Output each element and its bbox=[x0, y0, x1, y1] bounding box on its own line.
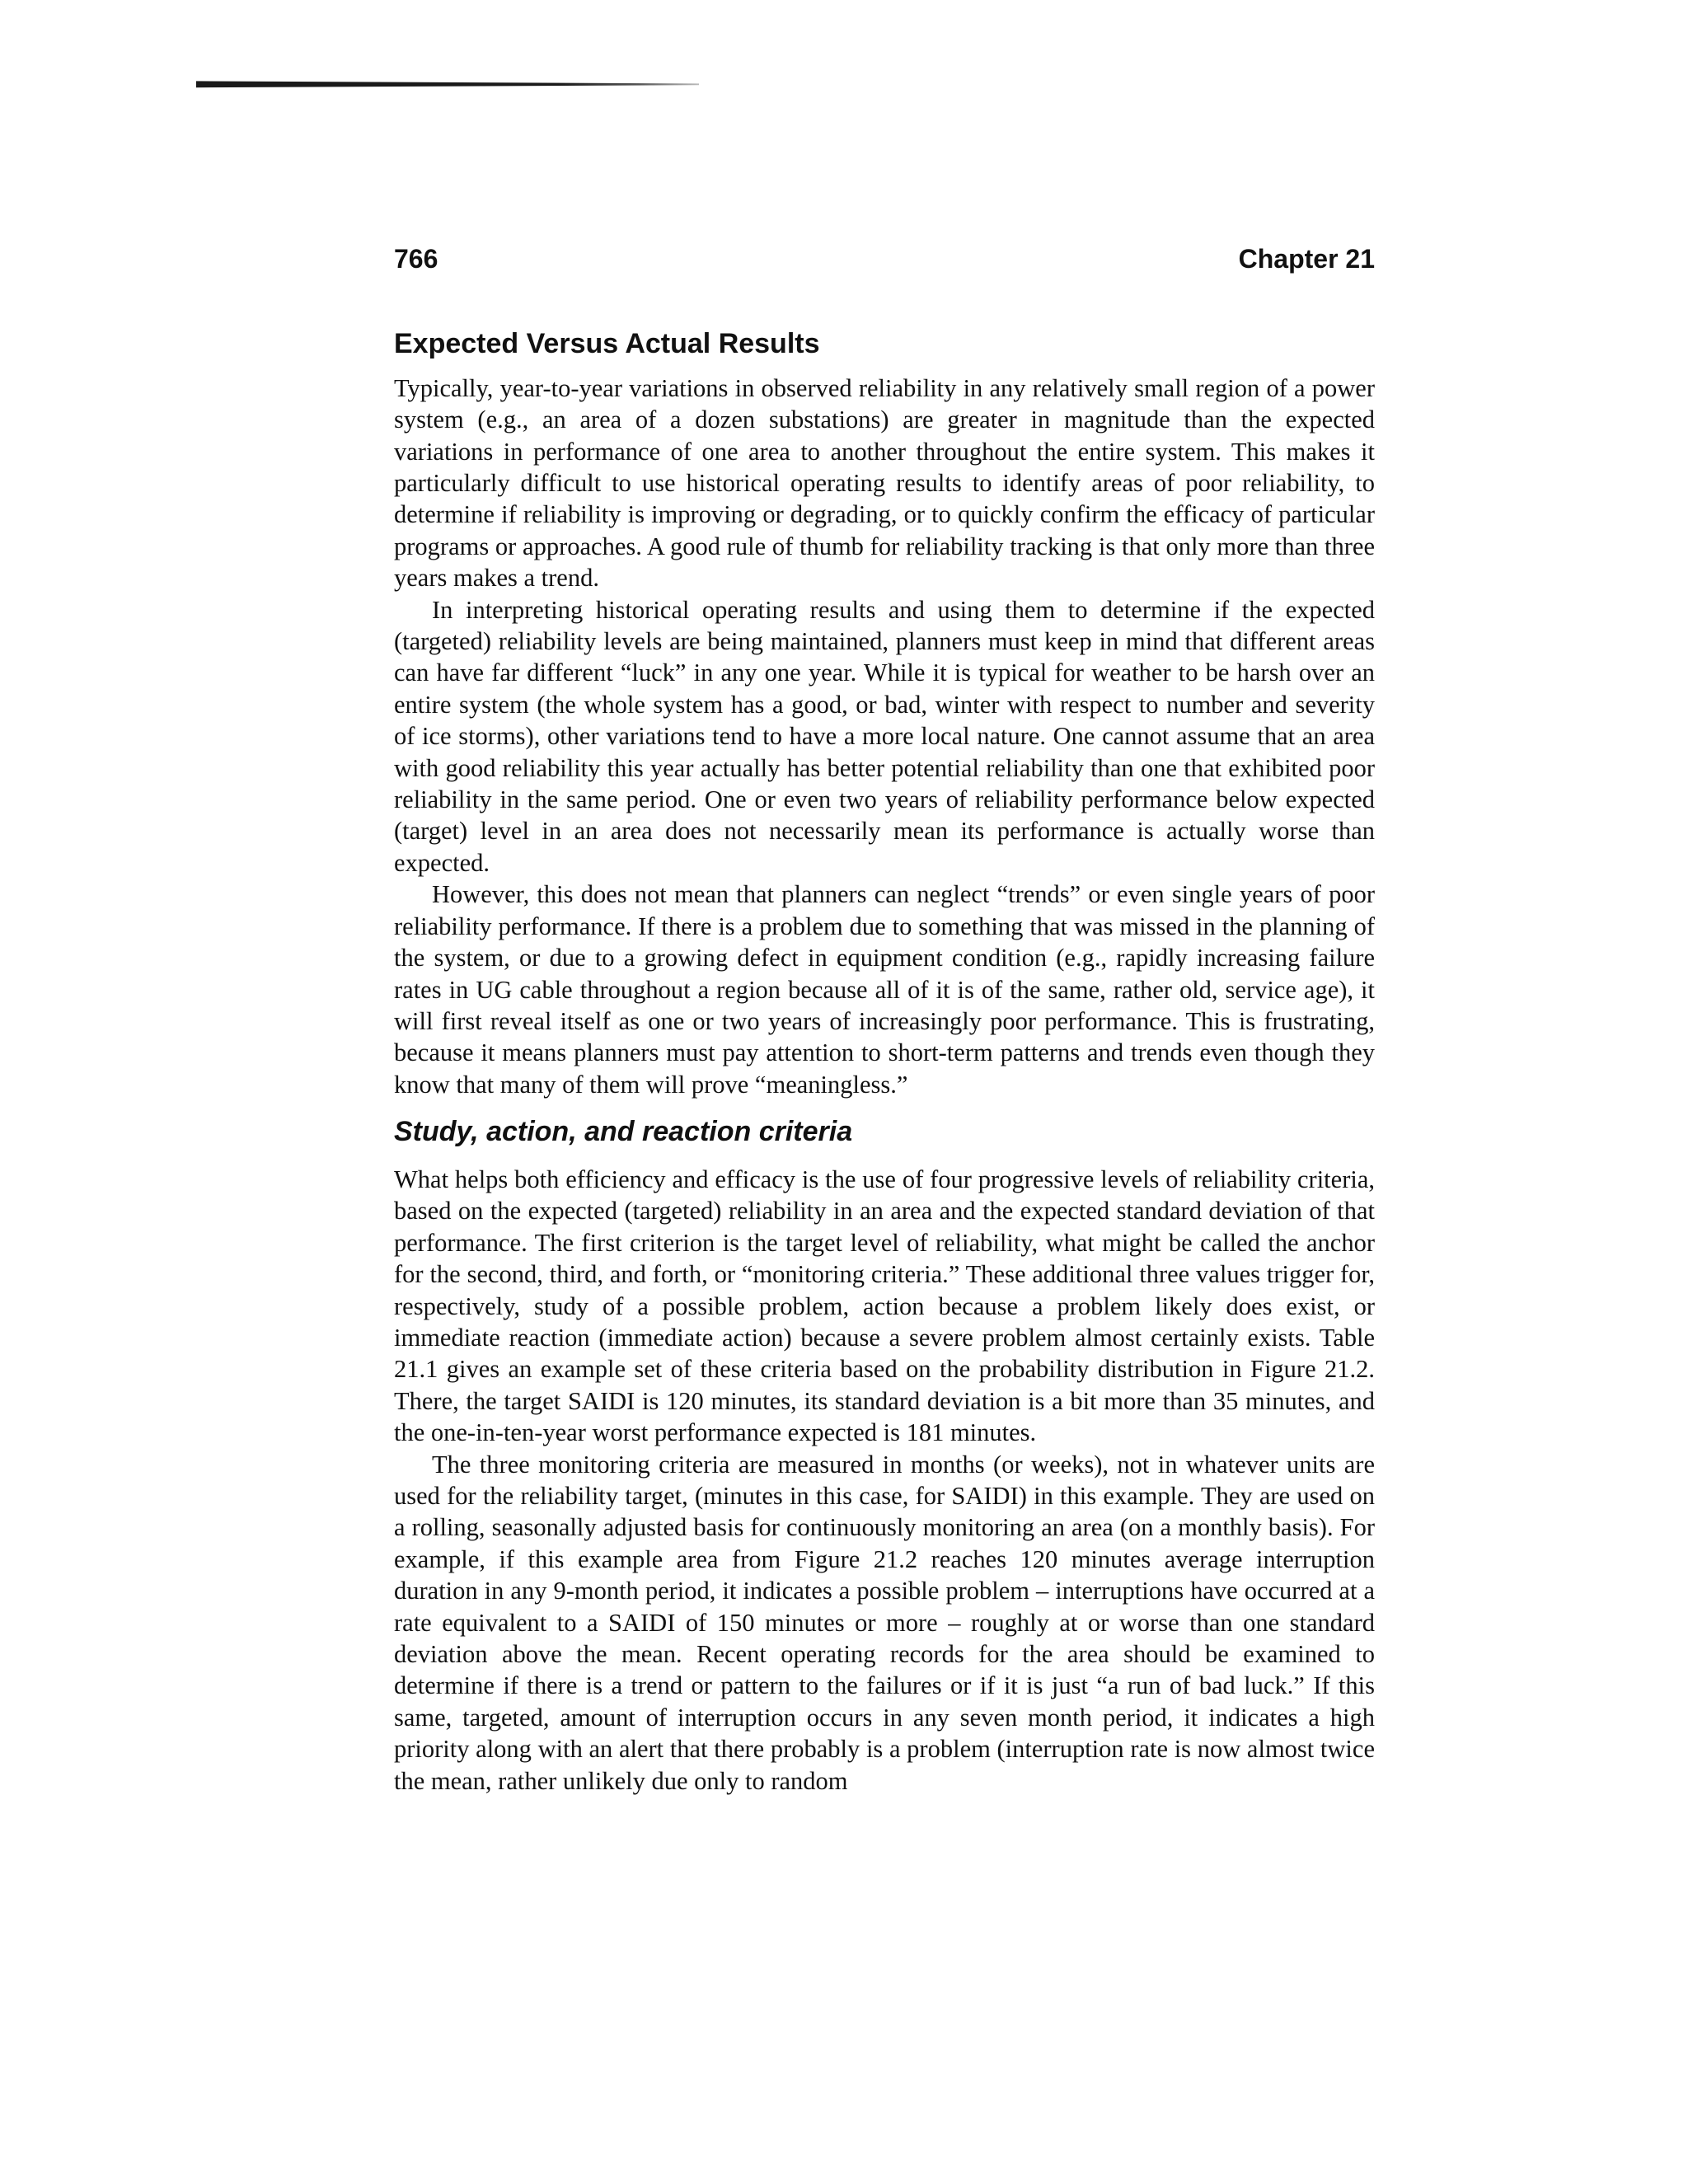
chapter-label: Chapter 21 bbox=[1238, 244, 1375, 274]
book-page bbox=[394, 244, 1375, 1797]
paragraph: The three monitoring criteria are measured in months (or weeks), not in whatever units are used for the reliability target, (minutes in this case, for SAIDI) in this example. They are used on a rolling, seasonally adjusted basis for continuously monitoring an area (on a monthly basis). For example, if this example area from Figure 21.2 reaches 120 minutes average interruption duration in any 9-month period, it indicates a possible problem – interruptions have occurred at a rate equivalent to a SAIDI of 150 minutes or more – roughly at or worse than one standard deviation above the mean. Recent operating records for the area should be examined to determine if there is a trend or pattern to the failures or if it is just “a run of bad luck.” If this same, targeted, amount of interruption occurs in any seven month period, it indicates a high priority along with an alert that there probably is a problem (interruption rate is now almost twice the mean, rather unlikely due only to random bbox=[394, 1450, 1375, 1795]
paragraph: Typically, year-to-year variations in observed reliability in any relatively small region of a power system (e.g., an area of a dozen substations) are greater in magnitude than the expected variations in performance of one area to another throughout the entire system. This makes it particularly difficult to use historical operating results to identify areas of poor reliability, to determine if reliability is improving or degrading, or to quickly confirm the efficacy of particular programs or approaches. A good rule of thumb for reliability tracking is that only more than three years makes a trend. bbox=[394, 373, 1375, 593]
paragraph: In interpreting historical operating results and using them to determine if the expected (targeted) reliability levels are being maintained, planners must keep in mind that different areas can have far different “luck” in any one year. While it is typical for weather to be harsh over an entire system (the whole system has a good, or bad, winter with respect to number and severity of ice storms), other variations tend to have a more local nature. One cannot assume that an area with good reliability this year actually has better potential reliability than one that exhibited poor reliability in the same period. One or even two years of reliability performance below expected (target) level in an area does not necessarily mean its performance is actually worse than expected. bbox=[394, 595, 1375, 877]
scan-edge-bar bbox=[196, 79, 699, 89]
paragraph: However, this does not mean that planners can neglect “trends” or even single years of poor reliability performance. If there is a problem due to something that was missed in the planning of the system, or due to a growing defect in equipment condition (e.g., rapidly increasing failure rates in UG cable throughout a region because all of it is of the same, rather old, service age), it will first reveal itself as one or two years of increasingly poor performance. This is frustrating, because it means planners must pay attention to short-term patterns and trends even though they know that many of them will prove “meaningless.” bbox=[394, 880, 1375, 1099]
running-header bbox=[394, 244, 1375, 274]
paragraph: What helps both efficiency and efficacy is the use of four progressive levels of reliability criteria, based on the expected (targeted) reliability in an area and the expected standard deviation of that performance. The first criterion is the target level of reliability, what might be called the anchor for the second, third, and forth, or “monitoring criteria.” These additional three values trigger for, respectively, study of a possible problem, action because a problem likely does exist, or immediate reaction (immediate action) because a severe problem almost certainly exists. Table 21.1 gives an example set of these criteria based on the probability distribution in Figure 21.2. There, the target SAIDI is 120 minutes, its standard deviation is a bit more than 35 minutes, and the one-in-ten-year worst performance expected is 181 minutes. bbox=[394, 1165, 1375, 1447]
page-number: 766 bbox=[394, 244, 438, 274]
section-heading: Expected Versus Actual Results bbox=[394, 328, 820, 359]
subsection-heading: Study, action, and reaction criteria bbox=[394, 1116, 853, 1148]
